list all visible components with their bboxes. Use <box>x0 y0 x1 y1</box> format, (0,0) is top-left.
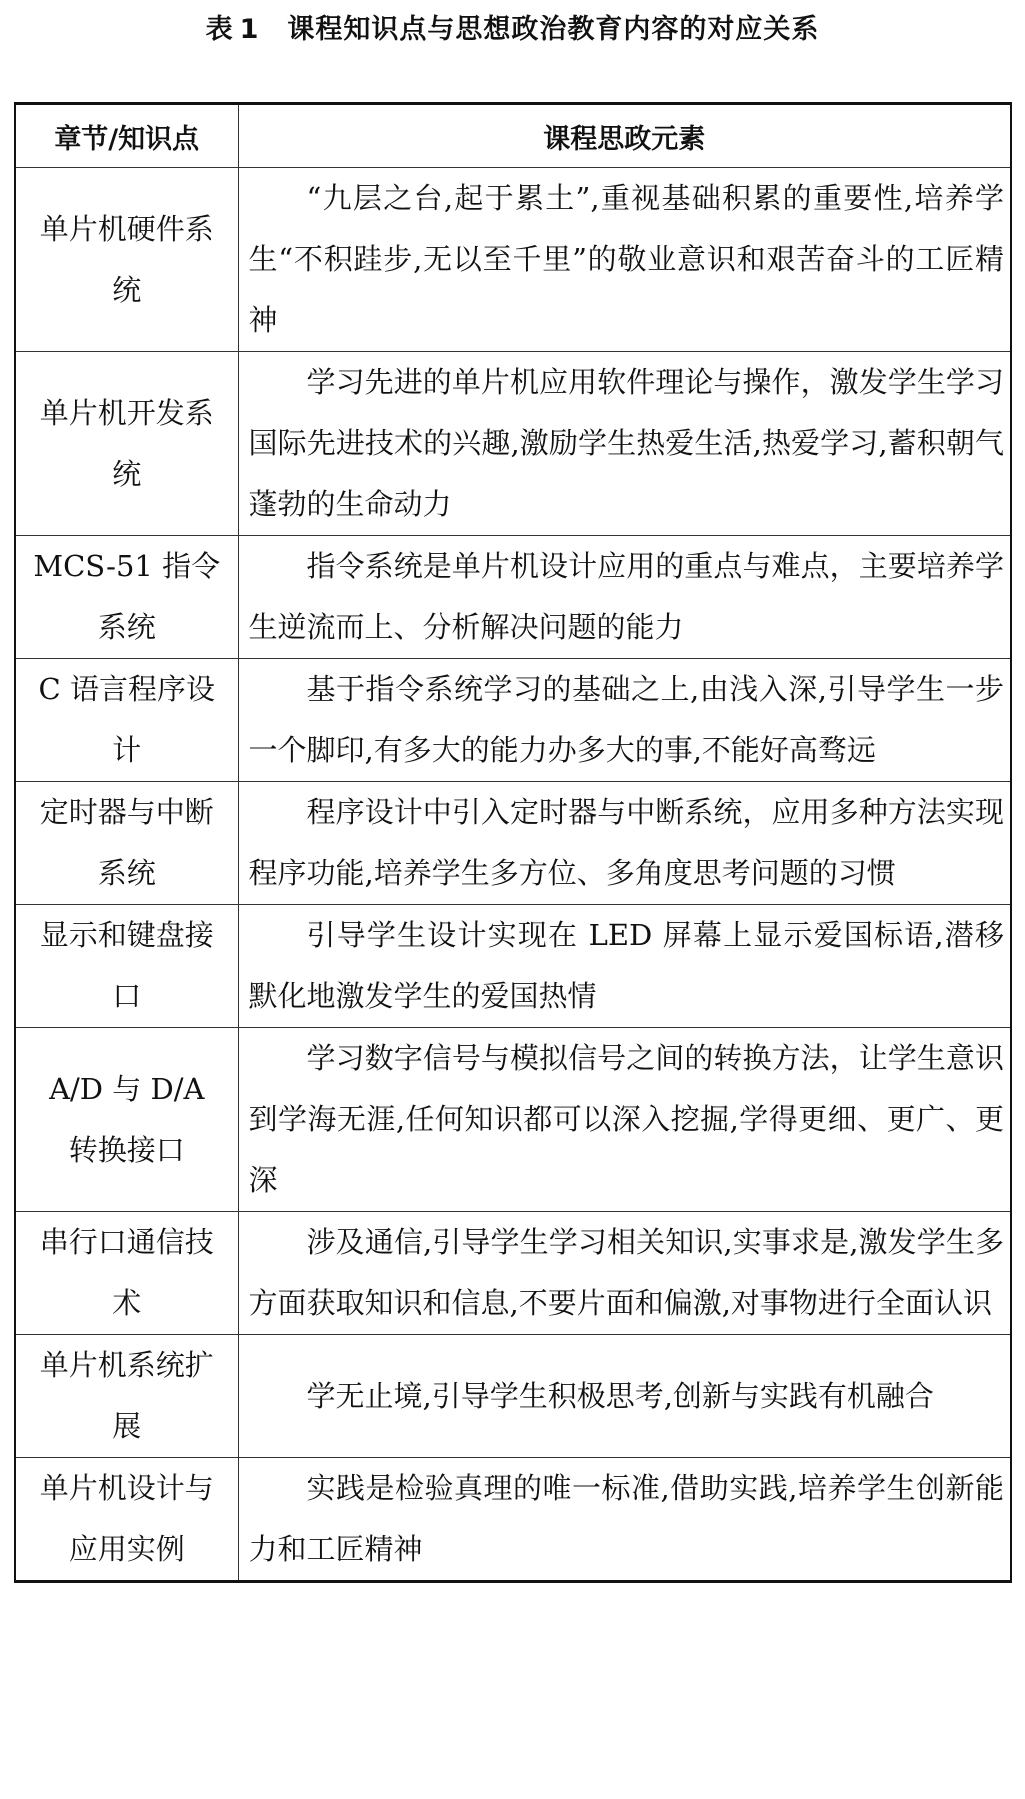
table-row <box>15 659 1011 782</box>
table-row <box>15 1212 1011 1335</box>
chapter-cell: MCS-51 指令系统 <box>15 536 238 659</box>
table-caption-number: 1 <box>239 14 260 45</box>
table-row <box>15 1335 1011 1458</box>
element-cell: 实践是检验真理的唯一标准,借助实践,培养学生创新能力和工匠精神 <box>238 1458 1011 1582</box>
element-cell: 学习先进的单片机应用软件理论与操作，激发学生学习国际先进技术的兴趣,激励学生热爱生活,热爱学习,蓄积朝气蓬勃的生命动力 <box>238 352 1011 536</box>
element-cell: 涉及通信,引导学生学习相关知识,实事求是,激发学生多方面获取知识和信息,不要片面和偏激,对事物进行全面认识 <box>238 1212 1011 1335</box>
element-cell: 学无止境,引导学生积极思考,创新与实践有机融合 <box>238 1335 1011 1458</box>
chapter-cell: C 语言程序设计 <box>15 659 238 782</box>
element-cell: 程序设计中引入定时器与中断系统，应用多种方法实现程序功能,培养学生多方位、多角度思考问题的习惯 <box>238 782 1011 905</box>
table-row <box>15 536 1011 659</box>
chapter-cell: 单片机硬件系统 <box>15 168 238 352</box>
chapter-cell: 显示和键盘接口 <box>15 905 238 1028</box>
chapter-cell: 定时器与中断系统 <box>15 782 238 905</box>
element-cell: 引导学生设计实现在 LED 屏幕上显示爱国标语,潜移默化地激发学生的爱国热情 <box>238 905 1011 1028</box>
element-cell: 基于指令系统学习的基础之上,由浅入深,引导学生一步一个脚印,有多大的能力办多大的事,不能好高骛远 <box>238 659 1011 782</box>
table-caption-text: 课程知识点与思想政治教育内容的对应关系 <box>287 14 820 45</box>
table-row <box>15 782 1011 905</box>
table-row <box>15 168 1011 352</box>
table-caption-label: 表 <box>205 14 234 45</box>
element-cell: 学习数字信号与模拟信号之间的转换方法，让学生意识到学海无涯,任何知识都可以深入挖掘,学得更细、更广、更深 <box>238 1028 1011 1212</box>
header-chapter: 章节/知识点 <box>15 104 238 168</box>
table-row <box>15 905 1011 1028</box>
table-row <box>15 352 1011 536</box>
table-row <box>15 1028 1011 1212</box>
chapter-cell: 串行口通信技术 <box>15 1212 238 1335</box>
chapter-cell: 单片机开发系统 <box>15 352 238 536</box>
table-caption <box>0 8 1025 52</box>
chapter-cell: 单片机设计与应用实例 <box>15 1458 238 1582</box>
mapping-table <box>14 102 1012 1583</box>
chapter-cell: 单片机系统扩展 <box>15 1335 238 1458</box>
element-cell: “九层之台,起于累土”,重视基础积累的重要性,培养学生“不积跬步,无以至千里”的敬业意识和艰苦奋斗的工匠精神 <box>238 168 1011 352</box>
table-header-row <box>15 104 1011 168</box>
element-cell: 指令系统是单片机设计应用的重点与难点，主要培养学生逆流而上、分析解决问题的能力 <box>238 536 1011 659</box>
header-element: 课程思政元素 <box>238 104 1011 168</box>
chapter-cell: A/D 与 D/A 转换接口 <box>15 1028 238 1212</box>
table-row <box>15 1458 1011 1582</box>
